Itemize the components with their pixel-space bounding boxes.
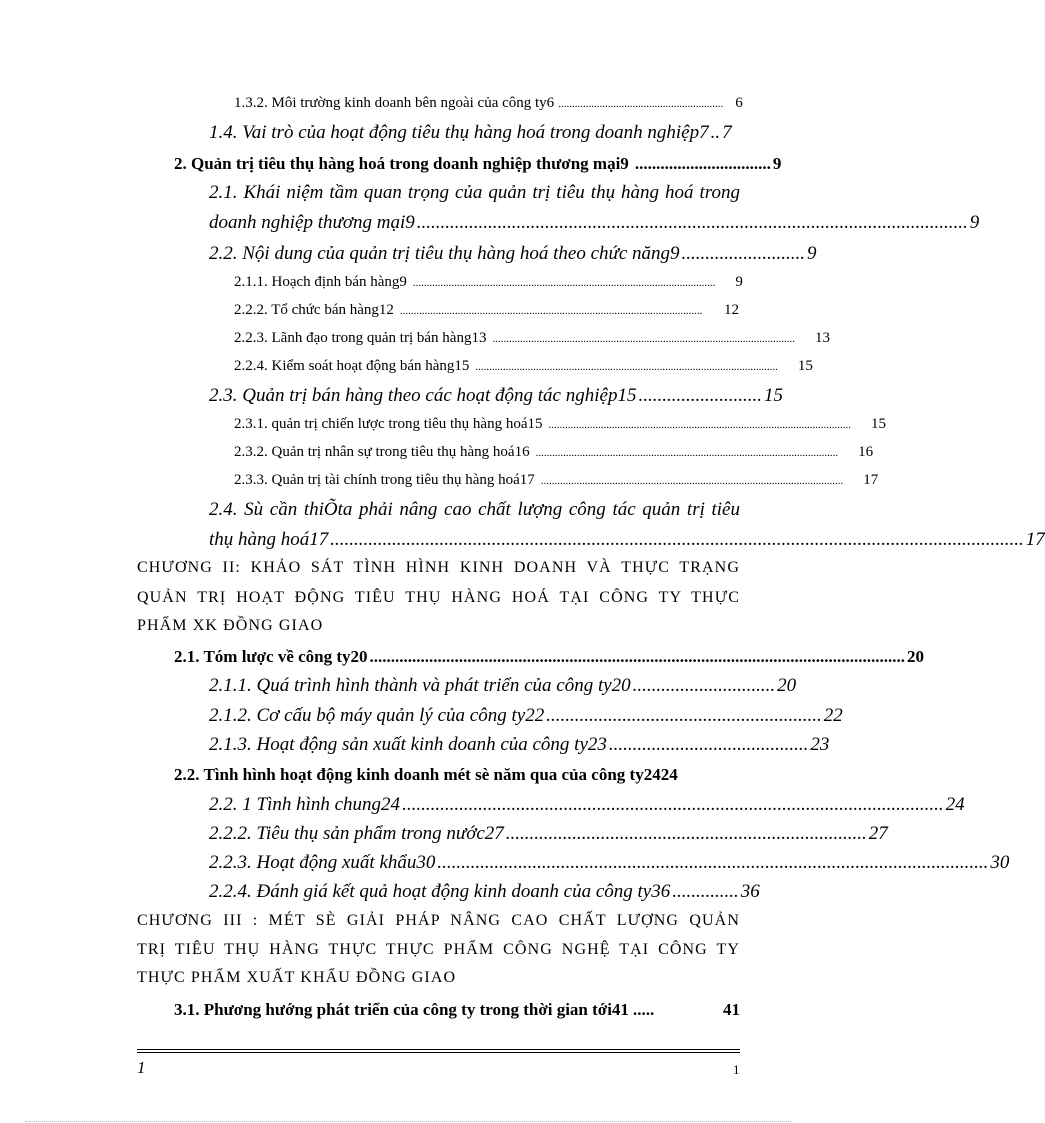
leader-dots: .................................................................................................................. [402,794,944,815]
toc-entry-title: 2.1.2. Cơ cấu bộ máy quản lý của công ty22 [209,705,545,726]
toc-entry-title: 2.2. Tình hình hoạt động kinh doanh mét sè năm qua của công ty2424 [174,765,678,784]
toc-entry-page: 9 [969,212,980,233]
toc-entry-title: 2.2. Nội dung của quản trị tiêu thụ hàng hoá theo chức năng9 [209,243,680,264]
toc-entry [209,734,830,755]
toc-entry-page: 41 [723,1000,740,1019]
chapter-heading-line [137,560,740,576]
toc-entry [234,358,813,374]
toc-entry-page: 27 [868,823,888,844]
leader-dots: .............................................................................................................. [399,305,703,317]
toc-entry-title: 1.4. Vai trò của hoạt động tiêu thụ hàng hoá trong doanh nghiệp7 [209,122,709,143]
footer-rule [137,1049,740,1050]
chapter-heading-text: PHẨM XK ĐỒNG GIAO [137,617,324,634]
toc-entry-page: 15 [871,416,886,432]
chapter-heading-text: CHƯƠNG II: KHẢO SÁT TÌNH HÌNH KINH DOANH VÀ THỰC TRẠNG [137,559,740,576]
toc-entry-title: 2.4. Sù cần thiÕta phải nâng cao chất lượng công tác quản trị tiêu [209,499,740,520]
toc-entry-line [209,500,740,519]
toc-entry [209,385,783,406]
leader-dots: .............................................................................................................. [475,361,778,373]
toc-entry [209,212,980,233]
chapter-heading-line [137,913,740,929]
chapter-heading-line [137,970,740,986]
toc-entry [234,416,886,432]
toc-entry [234,472,879,488]
toc-entry-title: 2. Quản trị tiêu thụ hàng hoá trong doanh nghiệp thương mại9 [174,154,629,173]
toc-entry-title: 2.2.3. Hoạt động xuất khẩu30 [209,852,436,873]
toc-entry-title: doanh nghiệp thương mại9 [209,212,415,233]
toc-entry [209,881,760,902]
leader-dots: ............................................................................ [505,823,867,844]
leader-dots: .......................... [681,243,806,264]
leader-dots: .......................................... [608,734,809,755]
chapter-heading-line [137,618,740,634]
leader-dots: .............................................................................................................. [540,475,844,487]
toc-entry [209,852,1010,873]
toc-entry-title: 2.1. Tóm lược về công ty20 [174,647,368,666]
toc-entry [209,705,843,726]
toc-entry [174,1001,740,1018]
footer-page-number-left: 1 [137,1058,146,1077]
toc-entry-title: 2.2. 1 Tình hình chung24 [209,794,401,815]
toc-entry-page: 17 [1025,529,1045,550]
toc-entry-title: thụ hàng hoá17 [209,529,329,550]
toc-entry-title: 2.3.2. Quản trị nhân sự trong tiêu thụ hàng hoá16 [234,444,530,460]
toc-entry-page: 12 [724,302,739,318]
toc-entry-page: 20 [777,675,797,696]
toc-entry-page: 30 [990,852,1010,873]
leader-dots: .............................................................................................................. [492,333,795,345]
leader-dots: .................................................................................................................... [416,212,968,233]
chapter-heading-line [137,942,740,958]
toc-entry [234,303,739,318]
toc-entry-title: 1.3.2. Môi trường kinh doanh bên ngoài của công ty6 [234,95,555,111]
leader-dots: .......................... [638,385,762,406]
toc-entry [209,529,1045,550]
leader-dots: .. [710,122,721,143]
footer-page-number-right: 1 [733,1062,740,1077]
footer-rule [137,1052,740,1053]
toc-entry [174,766,740,783]
toc-entry-line [209,183,740,202]
leader-dots: .............................................................................................................................. [369,647,906,666]
toc-entry [234,274,743,290]
toc-entry-page: 36 [740,881,760,902]
page-boundary [25,1121,791,1122]
toc-entry-title: 2.1.1. Quá trình hình thành và phát triển của công ty20 [209,675,631,696]
toc-entry-title: 2.2.2. Tiêu thụ sản phẩm trong nước27 [209,823,504,844]
chapter-heading-text: QUẢN TRỊ HOẠT ĐỘNG TIÊU THỤ HÀNG HOÁ TẠI CÔNG TY THỰC [137,589,740,606]
toc-entry-page: 20 [907,647,925,666]
toc-entry [174,154,782,173]
toc-entry [209,123,740,142]
toc-entry [209,675,797,696]
toc-entry-page: 16 [858,444,874,460]
chapter-heading-text: CHƯƠNG III : MÉT SÈ GIẢI PHÁP NÂNG CAO CHẤT LƯỢNG QUẢN [137,912,740,929]
leader-dots: .............................................................................................................. [535,447,839,459]
toc-entry-page: 9 [772,154,782,173]
leader-dots: .................................................................................................................................................. [330,529,1024,550]
toc-entry-title: 2.2.4. Đánh giá kết quả hoạt động kinh doanh của công ty36 [209,881,671,902]
leader-dots: ................................ [634,154,771,173]
toc-entry-title: 2.3.3. Quản trị tài chính trong tiêu thụ hàng hoá17 [234,472,535,488]
toc-entry-page: 15 [763,385,783,406]
toc-entry-page: 7 [722,122,732,143]
toc-entry-page: 9 [735,274,743,290]
leader-dots: .......................................................... [546,705,822,726]
toc-entry-title: 3.1. Phương hướng phát triển của công ty trong thời gian tới41 [174,1000,629,1019]
toc-entry [234,95,743,111]
toc-entry-title: 2.2.4. Kiểm soát hoạt động bán hàng15 [234,358,470,374]
toc-entry [234,444,874,460]
leader-dots: ..... [632,1000,655,1019]
toc-entry-title: 2.1.1. Hoạch định bán hàng9 [234,274,407,290]
leader-dots: .............................. [632,675,776,696]
chapter-heading-line [137,590,740,606]
toc-entry-title: 2.1.3. Hoạt động sản xuất kinh doanh của công ty23 [209,734,607,755]
toc-entry-page: 9 [807,243,817,264]
toc-entry-page: 13 [814,330,830,346]
toc-entry-page: 15 [797,358,813,374]
toc-entry [209,823,888,844]
toc-entry-title: 2.3.1. quản trị chiến lược trong tiêu thụ hàng hoá15 [234,416,543,432]
toc-entry-title: 2.2.3. Lãnh đạo trong quản trị bán hàng13 [234,330,487,346]
toc-entry [174,647,925,666]
leader-dots: .............................................................................................................. [412,277,716,289]
toc-entry-title: 2.2.2. Tổ chức bán hàng12 [234,302,394,318]
leader-dots: .............. [672,881,739,902]
toc-entry [234,330,830,346]
toc-entry-page: 22 [823,705,843,726]
toc-entry-title: 2.1. Khái niệm tầm quan trọng của quản trị tiêu thụ hàng hoá trong [209,182,740,203]
leader-dots: ............................................................ [558,98,724,110]
toc-entry-title: 2.3. Quản trị bán hàng theo các hoạt động tác nghiệp15 [209,385,637,406]
leader-dots: .................................................................................................................... [437,852,989,873]
toc-entry-page: 23 [810,734,830,755]
leader-dots: .............................................................................................................. [548,419,851,431]
chapter-heading-text: THỰC PHẨM XUẤT KHẨU ĐỒNG GIAO [137,969,457,986]
toc-entry-page: 24 [945,794,965,815]
toc-entry [209,794,965,815]
toc-entry [209,243,817,264]
toc-entry-page: 6 [735,95,743,111]
chapter-heading-text: TRỊ TIÊU THỤ HÀNG THỰC THỰC PHẨM CÔNG NGHỆ TẠI CÔNG TY [137,941,740,958]
toc-entry-page: 17 [863,472,879,488]
